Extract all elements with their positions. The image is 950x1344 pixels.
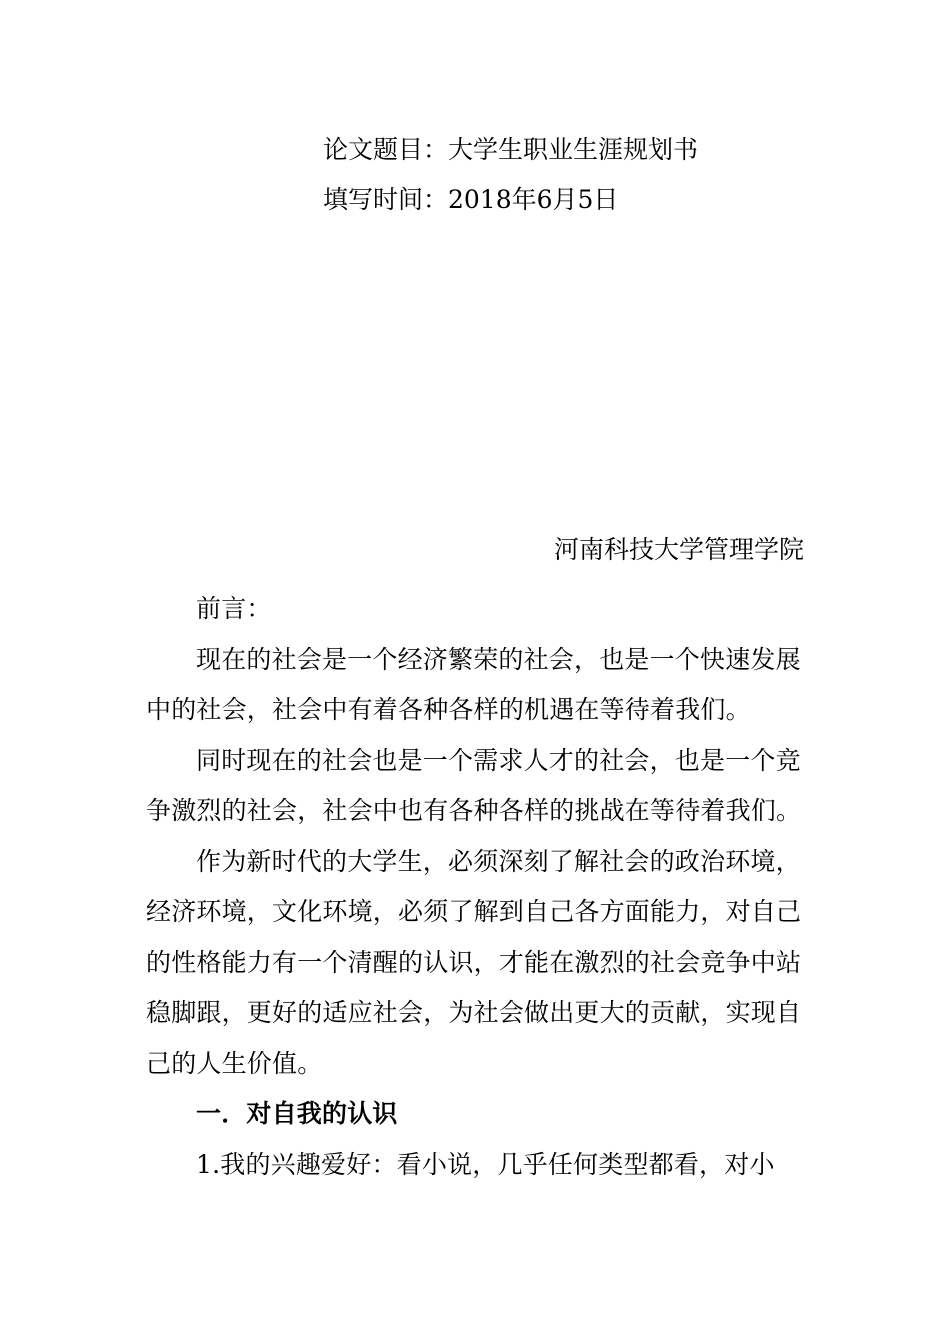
fill-date-line: 填写时间：2018年6月5日 [323, 185, 619, 214]
preface-paragraph-2: 同时现在的社会也是一个需求人才的社会，也是一个竞争激烈的社会，社会中也有各种各样的挑战在等待着我们。 [146, 745, 802, 825]
section-heading-self-awareness: 一．对自我的认识 [196, 1099, 398, 1128]
document-body [146, 584, 806, 1190]
paper-title-line: 论文题目：大学生职业生涯规划书 [323, 135, 699, 164]
affiliation-line: 河南科技大学管理学院 [553, 535, 804, 564]
interests-item: 1.我的兴趣爱好：看小说，几乎任何类型都看，对小 [196, 1149, 775, 1179]
preface-label: 前言： [196, 594, 272, 623]
preface-paragraph-1: 现在的社会是一个经济繁荣的社会，也是一个快速发展中的社会，社会中有着各种各样的机遇在等待着我们。 [146, 644, 801, 724]
preface-paragraph-3: 作为新时代的大学生，必须深刻了解社会的政治环境，经济环境，文化环境，必须了解到自己各方面能力，对自己的性格能力有一个清醒的认识，才能在激烈的社会竞争中站稳脚跟，更好的适应社会，为社会做出更大的贡献，实现自己的人生价值。 [146, 846, 802, 1078]
